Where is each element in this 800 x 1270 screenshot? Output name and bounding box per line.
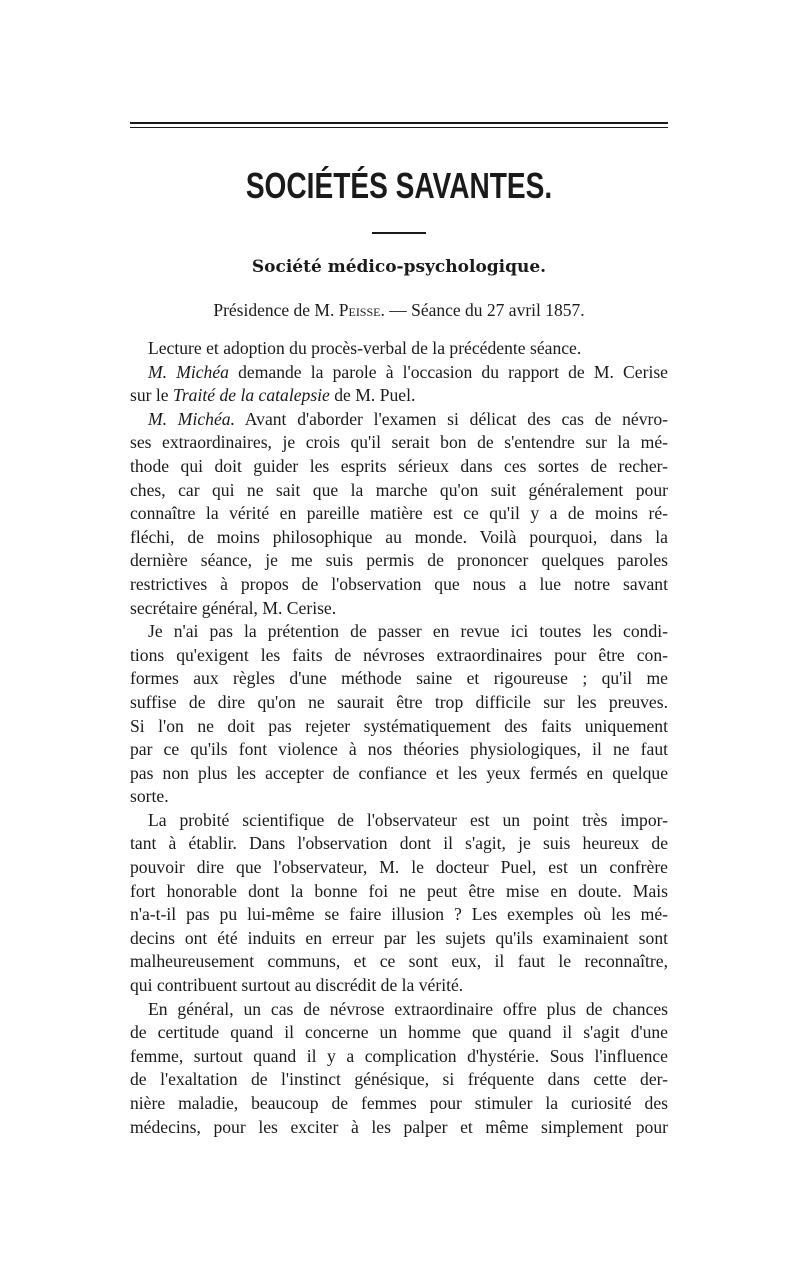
section-title: SOCIÉTÉS SAVANTES. — [245, 165, 553, 206]
society-heading: Société médico-psychologique. — [251, 257, 547, 277]
text-segment: sur le — [130, 385, 173, 406]
text-line — [130, 502, 668, 526]
top-rule-thick — [130, 122, 668, 124]
text-segment: de certitude quand il concerne un homme que quand il s'agit d'une — [130, 1022, 668, 1043]
text-line — [130, 620, 668, 644]
text-line — [130, 785, 668, 809]
text-line — [130, 337, 668, 361]
text-line — [130, 927, 668, 951]
text-segment: femme, surtout quand il y a complication d'hystérie. Sous l'influence — [130, 1045, 668, 1066]
text-line — [130, 573, 668, 597]
text-segment: nière maladie, beaucoup de femmes pour stimuler la curiosité des — [130, 1093, 668, 1113]
text-segment: tant à établir. Dans l'observation dont il s'agit, je suis heureux de — [130, 833, 668, 854]
text-line — [130, 526, 668, 550]
text-line — [130, 597, 668, 621]
text-segment: suffise de dire qu'on ne saurait être trop difficile sur les preuves. — [130, 691, 668, 712]
text-segment: decins ont été induits en erreur par les sujets qu'ils examinaient sont — [130, 927, 668, 948]
text-segment: qui contribuent surtout au discrédit de la vérité. — [130, 975, 464, 996]
text-segment: malheureusement communs, et ce sont eux, il faut le reconnaître, — [130, 951, 668, 972]
text-line — [130, 455, 668, 479]
body-text — [130, 337, 668, 1139]
text-line — [130, 715, 668, 739]
text-line — [130, 431, 668, 455]
text-line — [130, 1116, 668, 1140]
text-line — [130, 1068, 668, 1092]
text-segment: de M. Puel. — [329, 385, 416, 406]
text-line — [130, 856, 668, 880]
text-segment: La probité scientifique de l'observateur est un point très impor- — [148, 809, 668, 830]
text-line — [130, 762, 668, 786]
text-segment: ses extraordinaires, je crois qu'il serait bon de s'entendre sur la mé- — [130, 432, 668, 453]
text-segment: restrictives à propos de l'observation que nous a lue notre savant — [130, 573, 668, 594]
text-line — [130, 809, 668, 833]
text-line — [130, 479, 668, 503]
italic-segment: M. Michéa. — [148, 408, 235, 429]
text-line — [130, 361, 668, 385]
text-line — [130, 691, 668, 715]
text-segment: demande la parole à l'occasion du rapport de M. Cerise — [228, 361, 668, 382]
text-line — [130, 903, 668, 927]
text-line — [130, 738, 668, 762]
text-segment: sorte. — [130, 786, 169, 807]
text-segment: pouvoir dire que l'observateur, M. le docteur Puel, est un confrère — [130, 857, 668, 878]
text-segment: fléchi, de moins philosophique au monde. Voilà pourquoi, dans la — [130, 526, 668, 547]
text-line — [130, 1045, 668, 1069]
text-segment: n'a-t-il pas pu lui-même se faire illusion ? Les exemples où les mé- — [130, 904, 668, 925]
text-line — [130, 384, 668, 408]
text-segment: fort honorable dont la bonne foi ne peut être mise en doute. Mais — [130, 880, 668, 901]
text-segment: par ce qu'ils font violence à nos théories physiologiques, il ne faut — [130, 739, 668, 760]
text-segment: Je n'ai pas la prétention de passer en revue ici toutes les condi- — [148, 621, 668, 642]
italic-segment: Traité de la catalepsie — [173, 385, 330, 406]
presidency-prefix: Présidence de M. — [213, 300, 339, 320]
text-line — [130, 644, 668, 668]
text-line — [130, 950, 668, 974]
text-line — [130, 1092, 668, 1116]
text-segment: médecins, pour les exciter à les palper et même simplement pour — [130, 1116, 668, 1137]
text-segment: Si l'on ne doit pas rejeter systématiquement des faits uniquement — [130, 715, 668, 736]
text-segment: secrétaire général, M. Cerise. — [130, 597, 337, 618]
session-line — [130, 298, 668, 322]
text-line — [130, 408, 668, 432]
top-rule-thin — [130, 127, 668, 128]
text-line — [130, 880, 668, 904]
title-divider — [372, 232, 426, 234]
text-segment: En général, un cas de névrose extraordinaire offre plus de chances — [148, 998, 668, 1019]
text-segment: Avant d'aborder l'examen si délicat des cas de névro- — [234, 408, 669, 429]
text-line — [130, 974, 668, 998]
text-segment: pas non plus les accepter de confiance et les yeux fermés en quelque — [130, 762, 668, 783]
text-line — [130, 832, 668, 856]
text-segment: thode qui doit guider les esprits sérieux dans ces sortes de recher- — [130, 455, 668, 476]
text-line — [130, 1021, 668, 1045]
text-segment: dernière séance, je me suis permis de prononcer quelques paroles — [130, 550, 668, 571]
presidency-suffix: . — Séance du 27 avril 1857. — [380, 300, 585, 320]
text-segment: de l'exaltation de l'instinct génésique, si fréquente dans cette der- — [130, 1069, 668, 1090]
text-line — [130, 667, 668, 691]
text-segment: connaître la vérité en pareille matière est ce qu'il y a de moins ré- — [130, 503, 668, 524]
text-segment: ches, car qui ne sait que la marche qu'on suit généralement pour — [130, 479, 668, 500]
president-name: Peisse — [338, 300, 381, 320]
text-segment: formes aux règles d'une méthode saine et rigoureuse ; qu'il me — [130, 668, 668, 689]
text-line — [130, 549, 668, 573]
text-segment: tions qu'exigent les faits de névroses extraordinaires pour être con- — [130, 644, 668, 665]
italic-segment: M. Michéa — [148, 361, 229, 382]
text-line — [130, 998, 668, 1022]
text-segment: Lecture et adoption du procès-verbal de la précédente séance. — [148, 338, 582, 358]
